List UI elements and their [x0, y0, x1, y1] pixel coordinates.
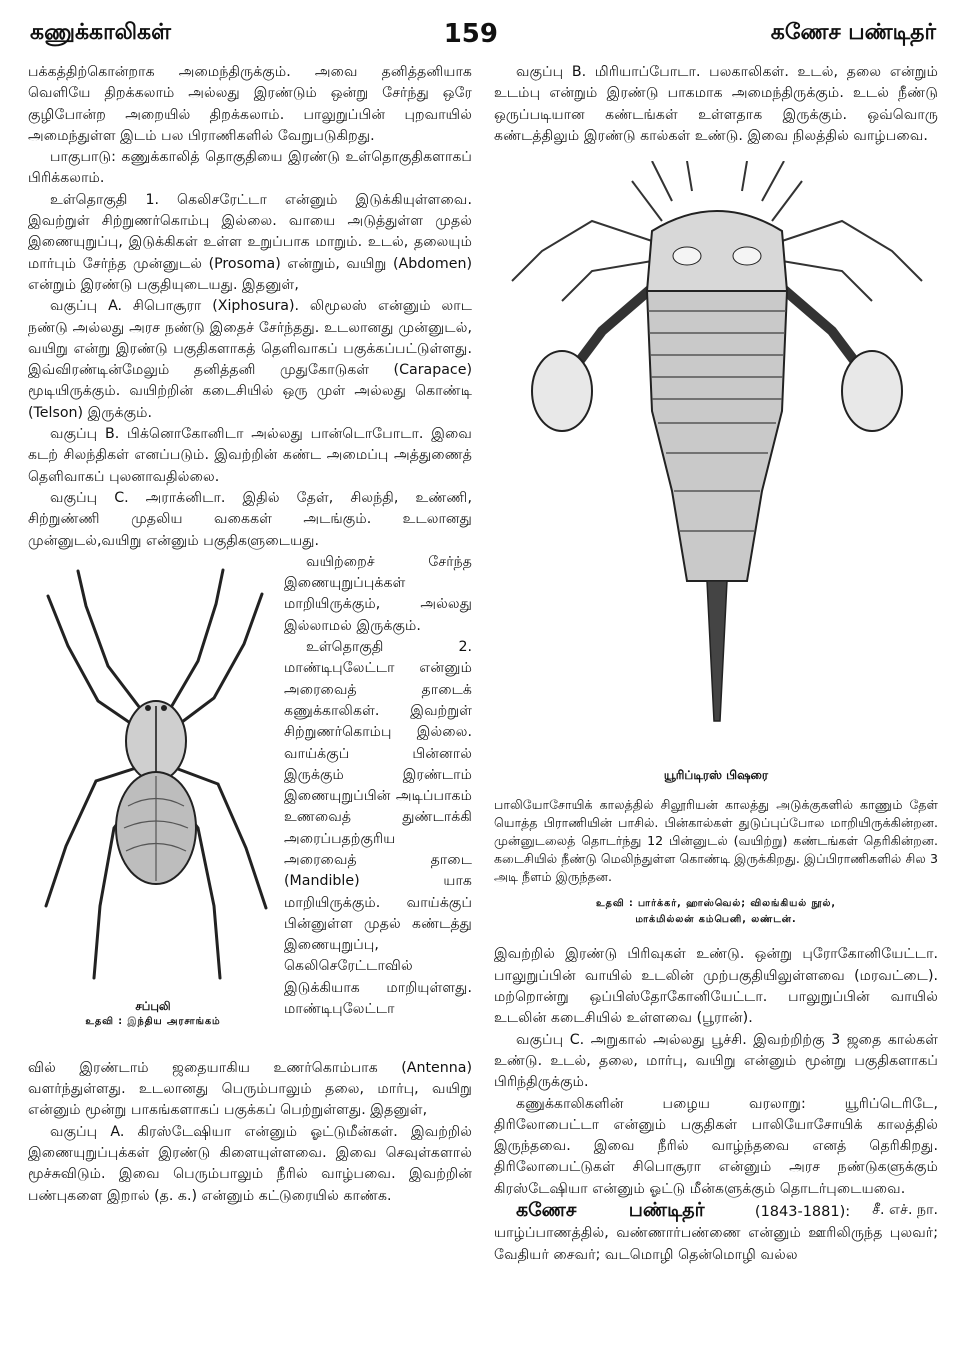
spider-caption-title: சப்புலி — [135, 998, 171, 1013]
running-head-right: கணேச பண்டிதர் — [770, 20, 936, 45]
paragraph: வகுப்பு A. சிபொசூரா (Xiphosura). லிமூலஸ் என்னும் லாட நண்டு அல்லது அரச நண்டு இதைச் சேர்ந்தது. உடலானது முன்னுடல், வயிறு என்று இரண்டு பகுதிகளாகத் தெளிவாகப் பகுக்கப்பட்டுள்ளது. இவ்விரண்டின்மேலும் தனித்தனி முதுகோடுகள் (Carapace) மூடியிருக்கும். வயிற்றின் கடைசியில் ஒரு முள் அல்லது கொண்டி (Telson) இருக்கும். — [28, 298, 472, 421]
figure-credit-line: உதவி : பார்க்கர், ஹாஸ்வெல்; விலங்கியல் நூல், — [596, 898, 836, 910]
spider-caption — [28, 998, 278, 1030]
author-initials: சீ. எச். நா. — [872, 1202, 938, 1219]
figure-credit-line: மாக்மில்லன் கம்பெனி, லண்டன். — [635, 914, 797, 926]
wrapped-text — [284, 552, 472, 1021]
paragraph: இவற்றில் இரண்டு பிரிவுகள் உண்டு. ஒன்று புரோகோனியேட்டா. பாலுறுப்பின் வாயில் உடலின் முற்பகுதியிலுள்ளவை (மரவட்டை). மற்றொன்று ஒப்பிஸ்தோகோனியேட்டா. பாலுறுப்பின் வாயில் உடலின் கடைசியில் உள்ளவை (பூரான்). — [494, 946, 938, 1027]
entry-text: யாழ்ப்பாணத்தில், வண்ணார்பண்ணை என்னும் ஊரிலிருந்த புலவர்; வேதியர் சைவர்; வடமொழி தென்மொழி வல்ல — [494, 1225, 938, 1263]
paragraph: உள்தொகுதி 2. மாண்டிபுலேட்டா என்னும் அரைவைத் தாடைக் கணுக்காலிகள். இவற்றுள் சிற்றுணர்கொம்பு இல்லை. வாய்க்குப் பின்னால் இருக்கும் இரண்டாம் இணையுறுப்பின் அடிப்பாகம் உணவைத் துண்டாக்கி அரைப்பதற்குரிய அரைவைத் தாடை (Mandible) யாக மாறியிருக்கும். வாய்க்குப் பின்னுள்ள முதல் கண்டத்து இணையுறுப்பு, கெலிசெரேட்டாவில் இடுக்கியாக மாறியுள்ளது. மாண்டிபுலேட்டா — [284, 639, 472, 1018]
spider-figure-block — [28, 552, 472, 1058]
paragraph: வகுப்பு C. அறுகால் அல்லது பூச்சி. இவற்றிற்கு 3 ஜதை கால்கள் உண்டு. உடல், தலை, மார்பு, வயிறு என்னும் மூன்று பகுதிகளாகப் பிரிந்திருக்கும். — [494, 1031, 938, 1091]
paragraph: வகுப்பு C. அராக்னிடா. இதில் தேள், சிலந்தி, உண்ணி, சிற்றுண்ணி முதலிய வகைகள் அடங்கும். உடலானது முன்னுடல்,வயிறு என்னும் பகுதிகளுடையது. — [28, 489, 472, 549]
figure-credit — [494, 896, 938, 928]
figure-title: யூரிப்டிரஸ் பிஷரை — [663, 768, 769, 783]
running-head-left: கணுக்காலிகள் — [30, 20, 171, 45]
page-header — [30, 14, 936, 54]
entry-title: கணேச பண்டிதர் — [516, 1199, 705, 1222]
spider-caption-credit: உதவி : இந்திய அரசாங்கம் — [85, 1015, 221, 1027]
spider-illustration — [38, 566, 274, 986]
figure-caption: பாலியோசோயிக் காலத்தில் சிலூரியன் காலத்து அடுக்குகளில் காணும் தேள் யொத்த பிராணியின் பாசில். பின்கால்கள் துடுப்புப்போல மாறியிருக்கின்றன. முன்னுடலைத் தொடர்ந்து 12 பின்னுடல் (வயிற்று) கண்டங்கள் தெரிகின்றன. கடைசியில் நீண்டு மெலிந்துள்ள கொண்டி இருக்கிறது. இப்பிராணிகளில் சில 3 அடி நீளம் இருந்தன. — [494, 797, 938, 885]
right-column — [494, 62, 938, 1266]
paragraph: உள்தொகுதி 1. கெலிசரேட்டா என்னும் இடுக்கியுள்ளவை. இவற்றுள் சிற்றுணர்கொம்பு இல்லை. வாயை அடுத்துள்ள முதல் இணையுறுப்பு, இடுக்கிகள் உள்ள உறுப்பாக மாறும். உடல், தலையும் மார்பும் சேர்ந்த முன்னுடல் (Prosoma) என்றும், வயிறு (Abdomen) என்றும் இரண்டு பகுதியுடையது. இதனுள், — [28, 191, 472, 293]
paragraph: பாகுபாடு: கணுக்காலித் தொகுதியை இரண்டு உள்தொகுதிகளாகப் பிரிக்கலாம். — [28, 149, 472, 187]
paragraph: வகுப்பு B. பிக்னொகோனிடா அல்லது பான்டொபோடா. இவை கடற் சிலந்திகள் எனப்படும். இவற்றின் கண்ட அமைப்பு அத்துணைத் தெளிவாகப் புலனாவதில்லை. — [28, 426, 472, 485]
paragraph: பக்கத்திற்கொன்றாக அமைந்திருக்கும். அவை தனித்தனியாக வெளியே திறக்கலாம் அல்லது இரண்டும் ஒன்று சேர்ந்து ஒரே குழிபோன்ற அறையில் திறக்கலாம். பாலுறுப்பின் புறவாயில் அமைந்துள்ள இடம் பல பிராணிகளில் வேறுபடுகிறது. — [28, 64, 472, 144]
paragraph: வகுப்பு B. மிரியாப்போடா. பலகாலிகள். உடல், தலை என்றும் உடம்பு என்றும் இரண்டு பாகமாக அமைந்திருக்கும். உடல் நீண்டு ஒருப்படியான கண்டங்கள் உள்ளதாக இருக்கும். ஒவ்வொரு கண்டத்திலும் இரண்டு கால்கள் உண்டு. இவை நிலத்தில் வாழ்பவை. — [494, 64, 938, 144]
paragraph: வயிற்றைச் சேர்ந்த இணையுறுப்புக்கள் மாறியிருக்கும், அல்லது இல்லாமல் இருக்கும். — [284, 553, 472, 634]
paragraph: வகுப்பு A. கிரஸ்டேஷியா என்னும் ஓட்டுமீன்கள். இவற்றில் இணையுறுப்புக்கள் இரண்டு கிளையுள்ளவை. இவை செவுள்களால் மூச்சுவிடும். இவை பெரும்பாலும் நீரில் வாழ்பவை. இவற்றின் பண்புகளை இறால் (த. க.) என்னும் கட்டுரையில் காண்க. — [28, 1123, 472, 1204]
entry-dates: (1843-1881): — [754, 1204, 851, 1221]
page-number: 159 — [443, 19, 498, 49]
left-column — [28, 62, 472, 1207]
paragraph-text: கணுக்காலிகளின் பழைய வரலாறு: யூரிப்டெரிடே, திரிலோபைட்டா என்னும் பகுதிகள் பாலியோசோயிக் காலத்தில் இருந்தவை. இவை நீரில் வாழ்ந்தவை எனத் தெரிகிறது. திரிலோபைட்டுகள் சிபொசூரா என்னும் அரச நண்டுகளுக்கும் கிரஸ்டேஷியா என்னும் ஓட்டு மீன்களுக்கும் தொடர்புடையவை. — [494, 1095, 938, 1197]
eurypterus-illustration — [502, 161, 932, 761]
paragraph: வில் இரண்டாம் ஜதையாகிய உணர்கொம்பாக (Antenna) வளர்ந்துள்ளது. உடலானது பெரும்பாலும் தலை, மார்பு, வயிறு என்னும் மூன்று பாகங்களாகப் பகுக்கப் பெற்றுள்ளது. இதனுள், — [28, 1059, 472, 1119]
